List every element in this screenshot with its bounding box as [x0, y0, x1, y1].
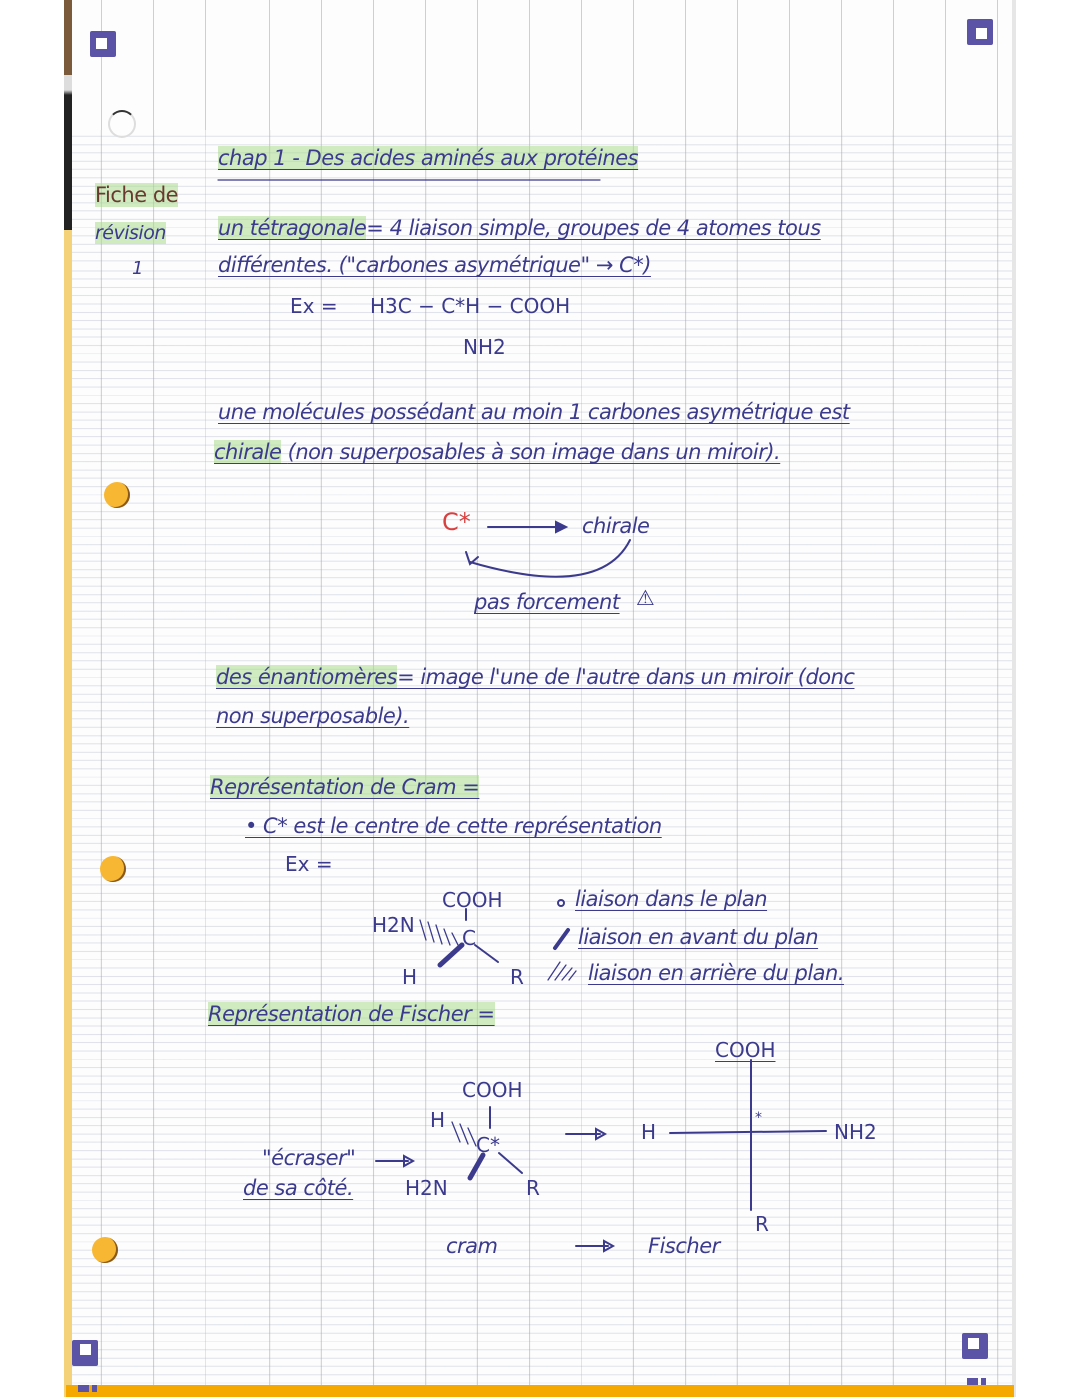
fischer-cooh: COOH [715, 1038, 776, 1062]
legend-plane-bond: liaison dans le plan [575, 887, 768, 911]
fischer-star: * [755, 1110, 762, 1126]
caption-cram: cram [446, 1234, 498, 1258]
carbon-definition-text: = 4 liaison simple, groupes de 4 atomes tous [366, 216, 821, 240]
chapter-title: chap 1 - Des acides aminés aux protéines [218, 146, 639, 170]
alanine-formula: H3C − C*H − COOH [370, 294, 571, 318]
chirale-target-label: chirale [582, 514, 650, 538]
chirality-line1: une molécules possédant au moin 1 carbones asymétrique est [218, 400, 850, 424]
cram-title: Représentation de Cram = [210, 775, 480, 799]
term-enantiomeres: des énantiomères [216, 665, 398, 689]
cram-carbon: C [462, 926, 476, 950]
warning-icon: ⚠ [636, 586, 655, 610]
legend-hash-bond: liaison en arrière du plan. [588, 961, 845, 985]
side-label-revision: révision [95, 222, 166, 244]
fischer-cram-r: R [526, 1176, 540, 1200]
cram-h2n: H2N [372, 913, 415, 937]
enantiomers-line2: non superposable). [216, 704, 410, 728]
cram-example-label: Ex = [285, 852, 333, 876]
fischer-instruction-ecraser: "écraser" [262, 1146, 356, 1170]
cram-cooh: COOH [442, 888, 503, 912]
legend-wedge-bond: liaison en avant du plan [578, 925, 819, 949]
chirality-explanation: (non superposables à son image dans un miroir). [287, 440, 781, 464]
cram-r: R [510, 965, 524, 989]
side-number: 1 [132, 258, 143, 279]
enantiomers-definition: = image l'une de l'autre dans un miroir (donc [397, 665, 855, 689]
pas-forcement-note: pas forcement [474, 590, 620, 614]
carbon-definition-line2: différentes. ("carbones asymétrique" → C*) [218, 253, 651, 277]
alanine-formula-nh2: NH2 [463, 335, 506, 359]
fischer-cram-carbon: C* [476, 1133, 500, 1157]
fischer-h: H [641, 1120, 657, 1144]
fischer-title: Représentation de Fischer = [208, 1002, 495, 1026]
fischer-r: R [755, 1212, 769, 1236]
fischer-instruction-cote: de sa côté. [243, 1176, 354, 1200]
term-chirale: chirale [214, 440, 282, 464]
fischer-cram-cooh: COOH [462, 1078, 523, 1102]
term-tetragonal: un tétragonale [218, 216, 367, 240]
cram-bullet: • C* est le centre de cette représentation [245, 814, 662, 838]
cram-h: H [402, 965, 418, 989]
fischer-cram-h: H [430, 1108, 446, 1132]
caption-fischer: Fischer [648, 1234, 720, 1258]
fischer-nh2: NH2 [834, 1120, 877, 1144]
c-star-label: C* [442, 508, 471, 536]
side-label-fiche: Fiche de [95, 183, 179, 207]
formula-label: Ex = [290, 294, 338, 318]
fischer-cram-h2n: H2N [405, 1176, 448, 1200]
